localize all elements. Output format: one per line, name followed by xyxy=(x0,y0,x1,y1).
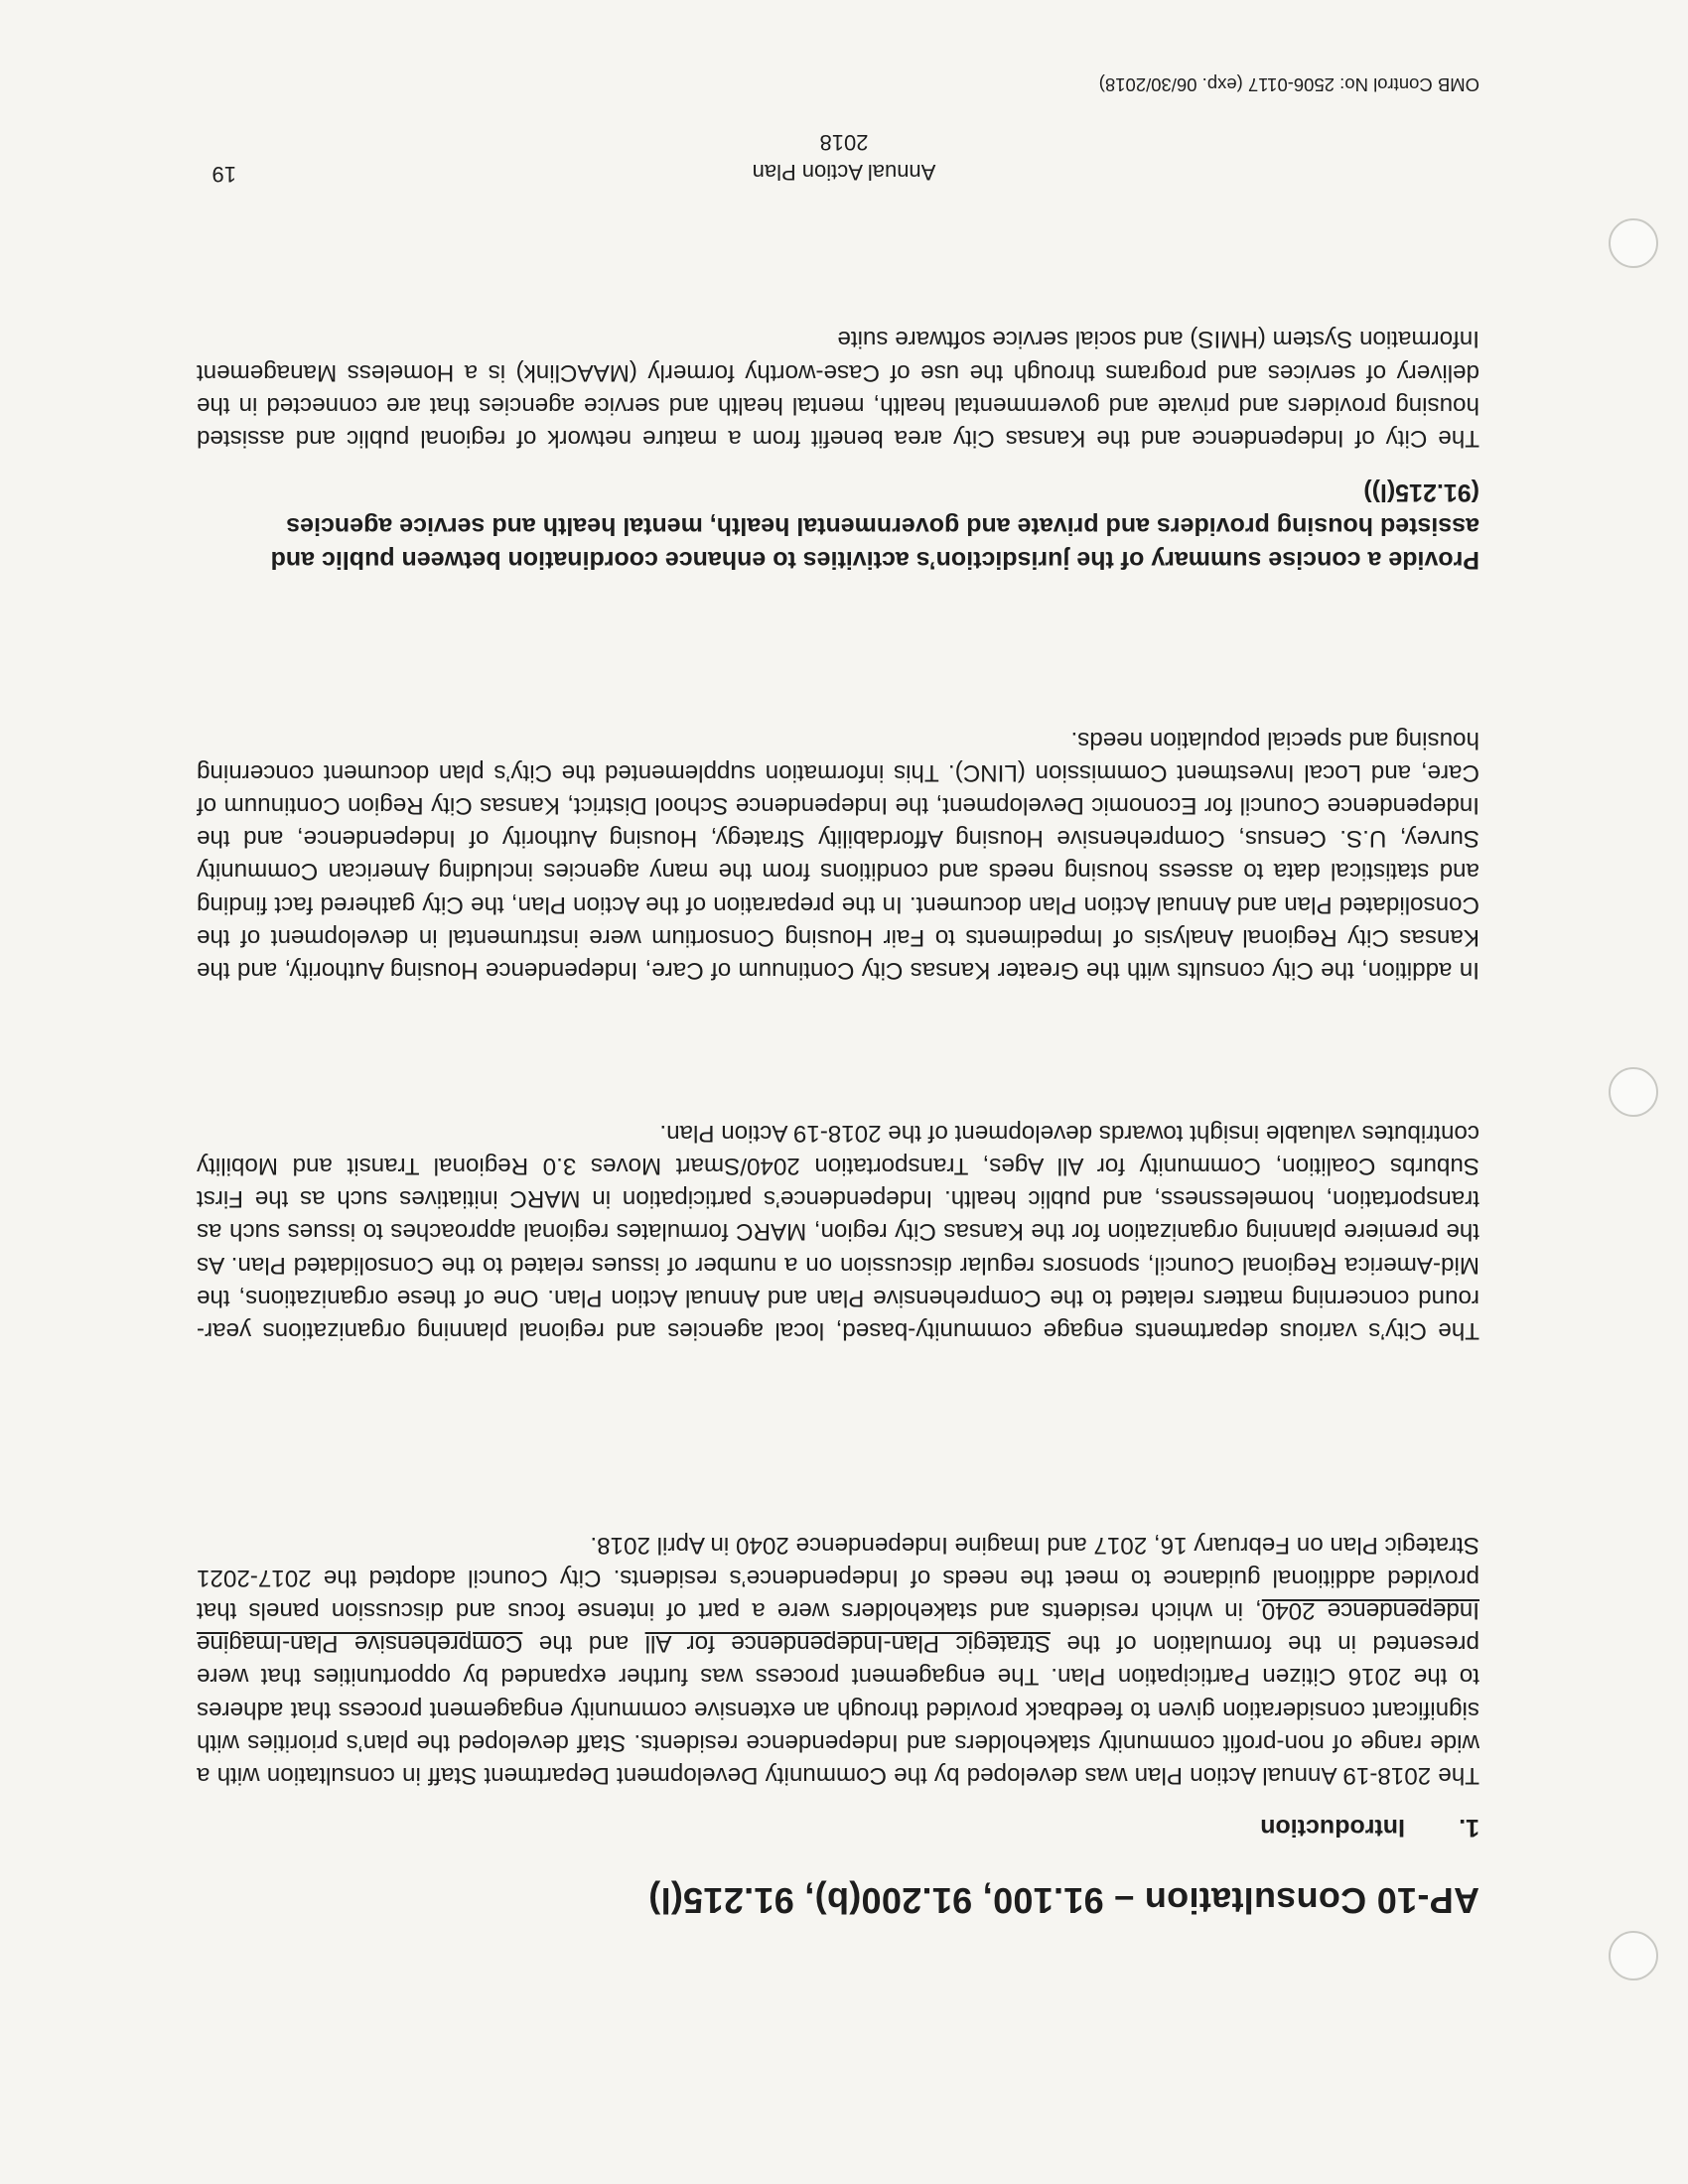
paragraph-1-middle: and the xyxy=(522,1630,645,1658)
intro-label: Introduction xyxy=(1260,1814,1405,1842)
paragraph-2: The City’s various departments engage community-based, local agencies and regional planning organizations year-round concerning matters related to the Comprehensive Plan and Annual Action Plan. One of these organizations, the Mid-America Regional Council, sponsors regular discussion on a number of issues related to the Consolidated Plan. As the premiere planning organization for the Kansas City region, MARC formulates regional approaches to issues such as transportation, homelessness, and public health. Independence’s participation in MARC initiatives such as the First Suburbs Coalition, Community for All Ages, Transportation 2040/Smart Moves 3.0 Regional Transit and Mobility contributes valuable insight towards development of the 2018-19 Action Plan. xyxy=(197,1119,1479,1344)
paragraph-4: The City of Independence and the Kansas City area benefit from a mature network of regional public and assisted housing providers and private and governmental health, mental health and service agencies that are connected in the delivery of services and programs through the use of Case-worthy formerly (MAAClink) is a Homeless Management Information System (HMIS) and social service software suite xyxy=(197,326,1479,452)
comprehensive-plan-reference: Comprehensive Plan-Imagine Independence 2040 xyxy=(197,1596,1479,1658)
punch-hole-middle xyxy=(1609,1067,1658,1117)
punch-hole-bottom xyxy=(1609,218,1658,268)
footer-title-line-2: 2018 xyxy=(819,130,869,155)
strategic-plan-reference: Strategic Plan-Independence for All xyxy=(644,1630,1051,1658)
intro-number: 1. xyxy=(1459,1814,1479,1842)
footer-title xyxy=(0,127,1688,187)
paragraph-3: In addition, the City consults with the Greater Kansas City Continuum of Care, Independence Housing Authority, and the Kansas City Regional Analysis of Impediments to Fair Housing Consortium were instrumental in development of the Consolidated Plan and Annual Action Plan document. In the preparation of the Action Plan, the City gathered fact finding and statistical data to assess housing needs and conditions from the many agencies including American Community Survey, U.S. Census, Comprehensive Housing Affordability Strategy, Housing Authority of Independence, and the Independence Council for Economic Development, the Independence School District, Kansas City Region Continuum of Care, and Local Investment Commission (LINC). This information supplemented the City’s plan document concerning housing and special population needs. xyxy=(197,726,1479,984)
page-number: 19 xyxy=(211,162,236,187)
punch-hole-top xyxy=(1609,1931,1658,1980)
paragraph-1 xyxy=(197,1528,1479,1792)
paragraph-1-lead: The 2018-19 Annual Action Plan was developed by the Community Development Department Staff in consultation with a wide range of non-profit community stakeholders and Independence residents. Staff developed the plan’s priorities with significant consideration given to feedback provided through an extensive community engagement process that adheres to the 2016 Citizen Participation Plan. The engagement process was further expanded by opportunities that were presented in the formulation of the xyxy=(197,1630,1479,1789)
question-heading: Provide a concise summary of the jurisdiction’s activities to enhance coordination between public and assisted housing providers and private and governmental health, mental health and service agencies (91.215(l)) xyxy=(270,478,1479,574)
footer-title-line-1: Annual Action Plan xyxy=(752,160,936,185)
section-title: AP-10 Consultation – 91.100, 91.200(b), 91.215(l) xyxy=(647,1880,1479,1921)
omb-control-number: OMB Control No: 2506-0117 (exp. 06/30/2018) xyxy=(1098,74,1479,95)
intro-heading xyxy=(1260,1813,1479,1842)
paragraph-1-tail: , in which residents and stakeholders were a part of intense focus and discussion panels that provided additional guidance to meet the needs of Independence’s residents. City Council adopted the 2017-2021 Strategic Plan on February 16, 2017 and Imagine Independence 2040 in April 2018. xyxy=(197,1531,1479,1624)
